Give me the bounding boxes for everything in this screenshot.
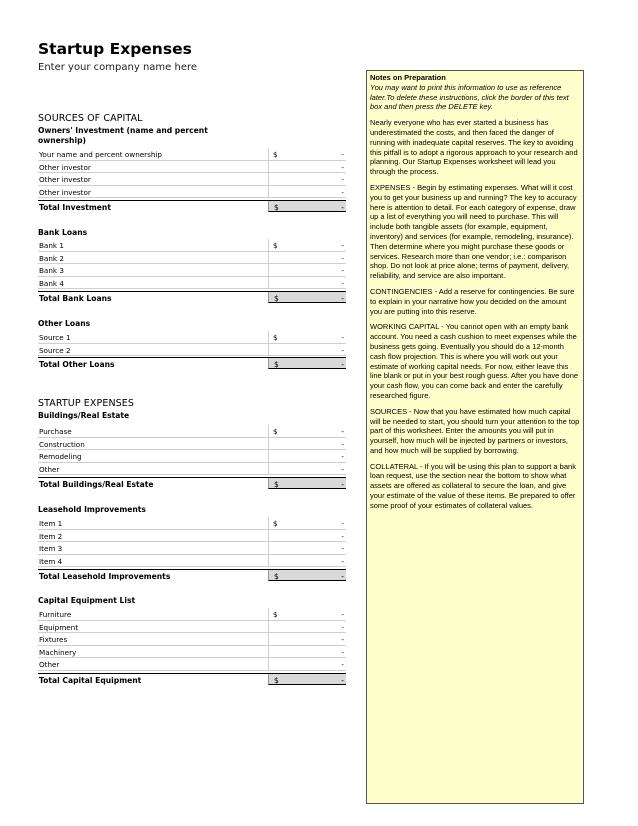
currency-symbol: $ xyxy=(274,572,279,581)
capital-equipment-title: Capital Equipment List xyxy=(38,596,136,605)
row-label: Bank 3 xyxy=(39,266,64,275)
row-label: Remodeling xyxy=(39,452,82,461)
row-label: Source 1 xyxy=(39,333,71,342)
table-row[interactable] xyxy=(38,621,346,634)
notes-text-box[interactable] xyxy=(366,70,584,804)
total-row xyxy=(38,357,346,369)
row-label: Construction xyxy=(39,439,85,449)
total-row xyxy=(38,291,346,303)
leasehold-title: Leasehold Improvements xyxy=(38,505,146,514)
row-label: Bank 2 xyxy=(39,253,64,263)
row-label: Bank 4 xyxy=(39,278,64,288)
row-label: Item 3 xyxy=(39,544,63,553)
row-value[interactable]: - xyxy=(341,187,344,197)
total-row xyxy=(38,569,346,581)
table-row[interactable] xyxy=(38,555,346,568)
currency-symbol: $ xyxy=(273,427,278,436)
total-value: - xyxy=(341,360,344,369)
currency-symbol: $ xyxy=(273,519,278,528)
sources-heading: SOURCES OF CAPITAL xyxy=(38,113,143,124)
total-row xyxy=(38,673,346,685)
total-value: - xyxy=(341,676,344,685)
table-row[interactable] xyxy=(38,646,346,659)
total-row xyxy=(38,477,346,489)
table-row[interactable] xyxy=(38,264,346,277)
company-name-field[interactable]: Enter your company name here xyxy=(38,62,198,73)
table-row[interactable] xyxy=(38,239,346,252)
other-loans-title: Other Loans xyxy=(38,319,91,328)
row-value[interactable]: - xyxy=(341,162,344,172)
table-row[interactable] xyxy=(38,530,346,543)
row-value[interactable]: - xyxy=(341,544,344,553)
total-value: - xyxy=(341,480,344,489)
row-value[interactable]: - xyxy=(341,531,344,541)
total-label: Total Buildings/Real Estate xyxy=(39,480,154,489)
row-value[interactable]: - xyxy=(341,464,344,474)
row-value[interactable]: - xyxy=(341,427,344,436)
row-label: Furniture xyxy=(39,610,72,619)
row-label: Item 2 xyxy=(39,531,63,541)
notes-heading: Notes on Preparation xyxy=(370,73,446,82)
row-label: Bank 1 xyxy=(39,241,64,250)
row-label: Other investor xyxy=(39,175,91,184)
table-row[interactable] xyxy=(38,425,346,438)
total-label: Total Investment xyxy=(39,203,111,212)
table-row[interactable] xyxy=(38,633,346,646)
row-value[interactable]: - xyxy=(341,253,344,263)
total-value: - xyxy=(341,572,344,581)
table-row[interactable] xyxy=(38,148,346,161)
row-value[interactable]: - xyxy=(341,266,344,275)
row-value[interactable]: - xyxy=(341,622,344,632)
owners-investment-title: Owners' Investment (name and percent ownership) xyxy=(38,126,208,145)
table-row[interactable] xyxy=(38,450,346,463)
currency-symbol: $ xyxy=(274,480,279,489)
notes-paragraph: Nearly everyone who has ever started a business has underestimated the costs, and then faced the danger of running with inadequate capital reserves. The key to avoiding this pitfall is to adopt a rigorous approach to your research and planning. Our Startup Expenses worksheet will lead you through the process. xyxy=(370,118,578,177)
row-label: Item 1 xyxy=(39,519,63,528)
currency-symbol: $ xyxy=(274,294,279,303)
row-value[interactable]: - xyxy=(341,647,344,657)
row-value[interactable]: - xyxy=(341,452,344,461)
total-label: Total Other Loans xyxy=(39,360,115,369)
row-value[interactable]: - xyxy=(341,241,344,250)
row-value[interactable]: - xyxy=(341,439,344,449)
notes-paragraph: EXPENSES - Begin by estimating expenses. What will it cost you to get your business up and running? The key to accuracy here is attention to detail. For each category of expense, draw up a list of everything you will need to purchase. This will include both tangible assets (for example, equipment, inventory) and services (for example, remodeling, insurance). Then determine where you might purchase these goods or services. Research more than one vendor; i.e.: comparison shop. Do not look at price alone; terms of payment, delivery, reliability, and service are also important. xyxy=(370,182,577,281)
total-row xyxy=(38,200,346,212)
currency-symbol: $ xyxy=(273,241,278,250)
notes-paragraph: SOURCES - Now that you have estimated how much capital will be needed to start, you should turn your attention to the top part of this worksheet. Enter the amounts you will put in yourself, how much will be injected by partners or investors, and how much will be supplied by borrowing. xyxy=(370,406,580,455)
notes-paragraph: CONTINGENCIES - Add a reserve for contingencies. Be sure to explain in your narrative how you decided on the amount you are putting into this reserve. xyxy=(370,286,575,316)
table-row[interactable] xyxy=(38,542,346,555)
row-label: Fixtures xyxy=(39,635,68,644)
notes-paragraph: COLLATERAL - If you will be using this plan to support a bank loan request, use the section near the bottom to show what assets are offered as collateral to secure the loan, and give your estimate of the value of these items. Be prepared to offer some proof of your estimates of collateral values. xyxy=(370,461,576,510)
total-label: Total Capital Equipment xyxy=(39,676,142,685)
total-value: - xyxy=(341,203,344,212)
row-value[interactable]: - xyxy=(341,150,344,159)
row-label: Other xyxy=(39,660,60,669)
notes-paragraph: WORKING CAPITAL - You cannot open with an empty bank account. You need a cash cushion to meet expenses while the business gets going. Eventually you should do a 12-month cash flow projection. This is where you will work out your estimate of working capital needs. For now, either leave this line blank or put in your best rough guess. After you have done your cash flow, you can come back and enter the carefully researched figure. xyxy=(370,322,579,400)
row-value[interactable]: - xyxy=(341,519,344,528)
row-value[interactable]: - xyxy=(341,660,344,669)
total-label: Total Leasehold Improvements xyxy=(39,572,171,581)
currency-symbol: $ xyxy=(273,150,278,159)
table-row[interactable] xyxy=(38,277,346,290)
page-title: Startup Expenses xyxy=(38,40,192,58)
table-row[interactable] xyxy=(38,161,346,174)
row-label: Purchase xyxy=(39,427,72,436)
table-row[interactable] xyxy=(38,517,346,530)
currency-symbol: $ xyxy=(274,203,279,212)
buildings-title: Buildings/Real Estate xyxy=(38,411,130,420)
row-value[interactable]: - xyxy=(341,610,344,619)
total-value: - xyxy=(341,294,344,303)
table-row[interactable] xyxy=(38,463,346,476)
notes-instructions: You may want to print this information to use as reference later.To delete these instructions, click the border of this text box and then press the DELETE key. xyxy=(370,82,569,112)
table-row[interactable] xyxy=(38,186,346,199)
currency-symbol: $ xyxy=(273,333,278,342)
startup-heading: STARTUP EXPENSES xyxy=(38,398,135,409)
table-row[interactable] xyxy=(38,331,346,344)
table-row[interactable] xyxy=(38,608,346,621)
table-row[interactable] xyxy=(38,658,346,671)
row-label: Your name and percent ownership xyxy=(39,150,162,159)
row-label: Other investor xyxy=(39,187,91,197)
row-value[interactable]: - xyxy=(341,278,344,288)
currency-symbol: $ xyxy=(274,676,279,685)
table-row[interactable] xyxy=(38,252,346,265)
row-label: Other xyxy=(39,464,60,474)
table-row[interactable] xyxy=(38,173,346,186)
row-label: Source 2 xyxy=(39,345,71,355)
row-value[interactable]: - xyxy=(341,333,344,342)
table-row[interactable] xyxy=(38,438,346,451)
row-value[interactable]: - xyxy=(341,635,344,644)
row-label: Equipment xyxy=(39,622,79,632)
bank-loans-title: Bank Loans xyxy=(38,228,88,237)
row-label: Machinery xyxy=(39,647,77,657)
currency-symbol: $ xyxy=(273,610,278,619)
row-value[interactable]: - xyxy=(341,175,344,184)
currency-symbol: $ xyxy=(274,360,279,369)
total-label: Total Bank Loans xyxy=(39,294,112,303)
row-value[interactable]: - xyxy=(341,556,344,566)
row-label: Item 4 xyxy=(39,556,63,566)
row-label: Other investor xyxy=(39,162,91,172)
row-value[interactable]: - xyxy=(341,345,344,355)
table-row[interactable] xyxy=(38,344,346,357)
